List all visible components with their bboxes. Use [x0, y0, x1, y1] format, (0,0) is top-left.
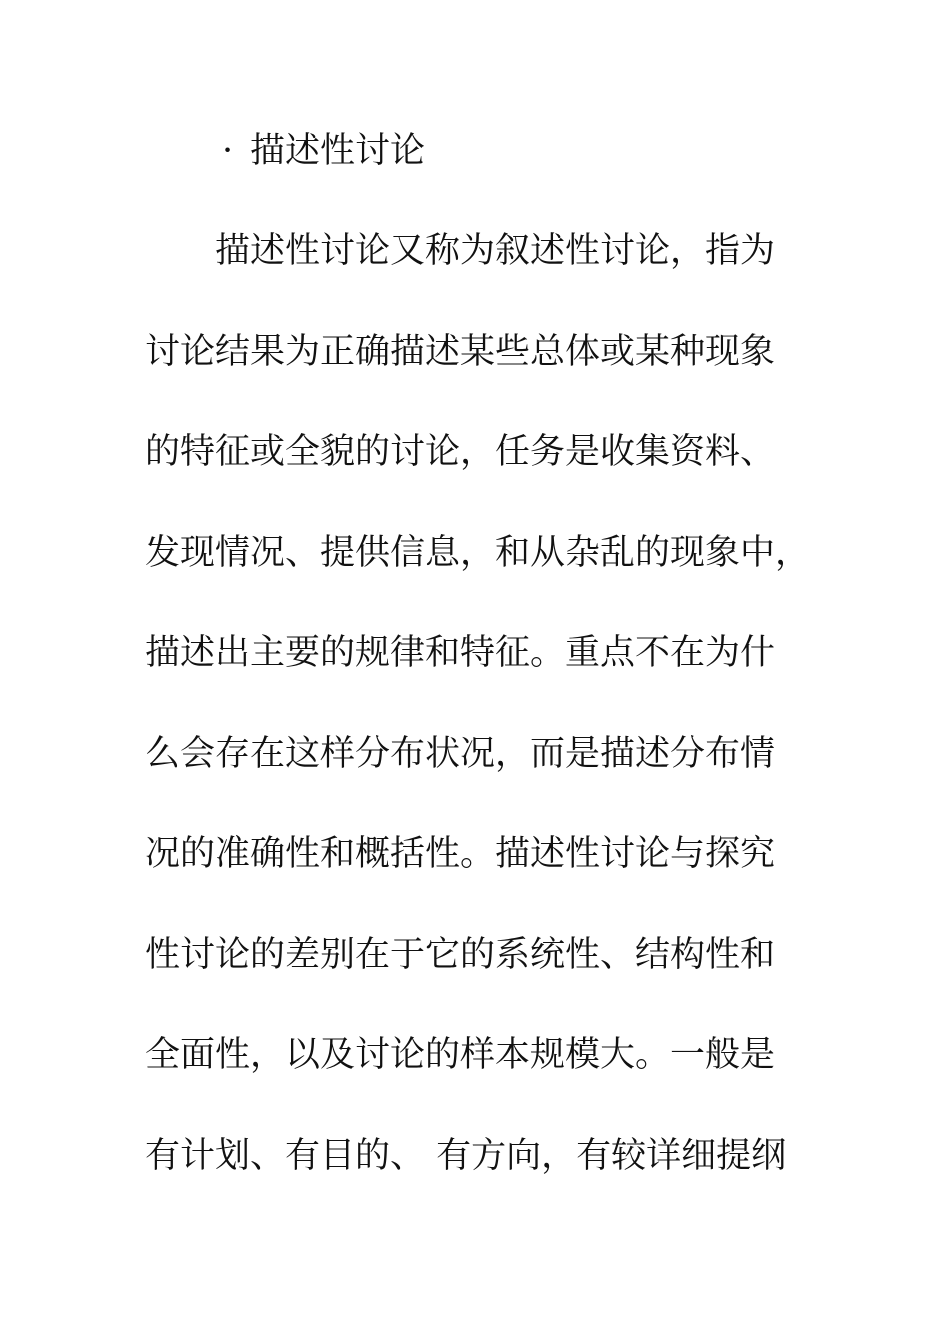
paragraph-line: 全面性，以及讨论的样本规模大。一般是 [145, 1035, 776, 1075]
paragraph-line: 况的准确性和概括性。描述性讨论与探究 [145, 834, 776, 874]
paragraph-line: 描述性讨论又称为叙述性讨论，指为 [215, 231, 776, 271]
paragraph-line: 发现情况、提供信息，和从杂乱的现象中， [145, 532, 811, 573]
bullet-icon: · [222, 131, 234, 171]
body-paragraph [145, 228, 811, 1233]
paragraph-line: 描述出主要的规律和特征。重点不在为什 [145, 633, 776, 673]
paragraph-line: 性讨论的差别在于它的系统性、结构性和 [145, 934, 776, 975]
paragraph-line: 有计划、有目的、 有方向，有较详细提纲 [145, 1135, 787, 1176]
paragraph-line: 么会存在这样分布状况，而是描述分布情 [145, 733, 776, 774]
section-heading [222, 128, 425, 174]
section-heading-text: 描述性讨论 [250, 131, 426, 171]
paragraph-line: 讨论结果为正确描述某些总体或某种现象 [145, 331, 776, 372]
paragraph-line: 的特征或全貌的讨论，任务是收集资料、 [145, 432, 776, 472]
